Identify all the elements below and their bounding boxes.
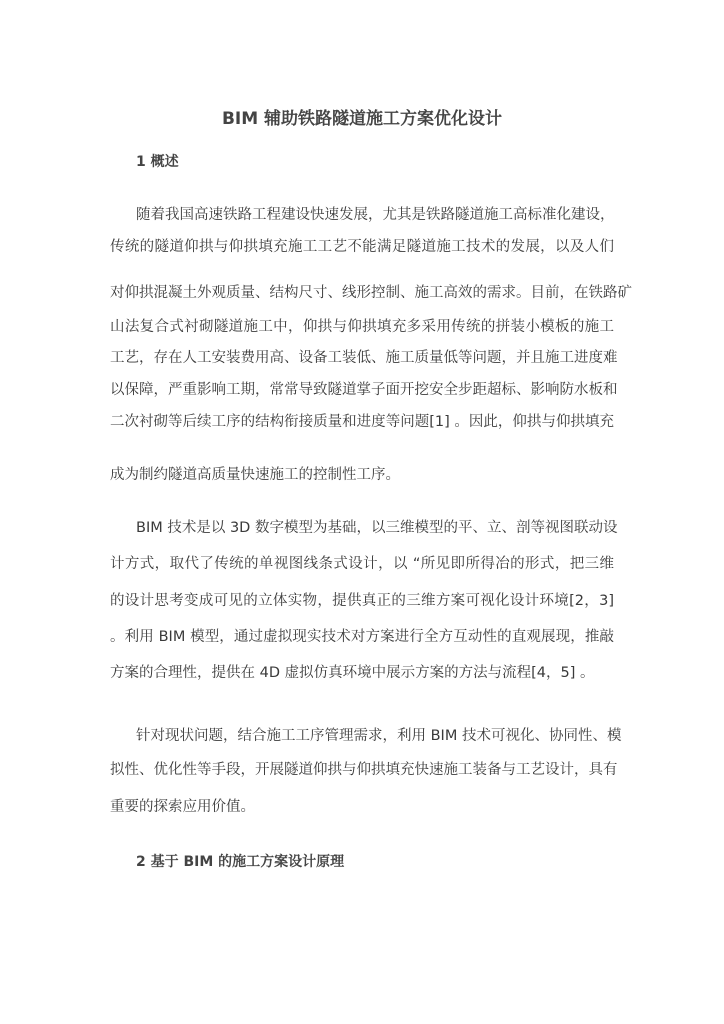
text-line: 。利用 BIM 模型，通过虚拟现实技术对方案进行全方互动性的直观展现，推敲	[110, 629, 614, 645]
text-line: 山法复合式衬砌隧道施工中，仰拱与仰拱填充多采用传统的拼装小模板的施工	[110, 319, 614, 335]
text-line: BIM 技术是以 3D 数字模型为基础，以三维模型的平、立、剖等视图联动设	[136, 520, 618, 536]
document-title: BIM 辅助铁路隧道施工方案优化设计	[221, 109, 503, 129]
text-line: 成为制约隧道高质量快速施工的控制性工序。	[110, 467, 400, 483]
text-line: 随着我国高速铁路工程建设快速发展，尤其是铁路隧道施工高标准化建设，	[136, 207, 615, 223]
text-line: 的设计思考变成可见的立体实物，提供真正的三维方案可视化设计环境[2，3]	[110, 593, 614, 609]
text-line: 拟性、优化性等手段，开展隧道仰拱与仰拱填充快速施工装备与工艺设计，具有	[110, 762, 618, 778]
text-line: 重要的探索应用价值。	[110, 799, 255, 815]
text-line: 二次衬砌等后续工序的结构衔接质量和进度等问题[1] 。因此，仰拱与仰拱填充	[110, 414, 614, 430]
section-heading-2: 2 基于 BIM 的施工方案设计原理	[136, 854, 345, 870]
section-heading-1: 1 概述	[136, 154, 179, 170]
text-line: 传统的隧道仰拱与仰拱填充施工工艺不能满足隧道施工技术的发展，以及人们	[110, 239, 614, 255]
text-line: 针对现状问题，结合施工工序管理需求，利用 BIM 技术可视化、协同性、模	[136, 728, 622, 744]
text-line: 对仰拱混凝土外观质量、结构尺寸、线形控制、施工高效的需求。目前，在铁路矿	[110, 285, 632, 301]
text-line: 以保障，严重影响工期，常常导致隧道掌子面开挖安全步距超标、影响防水板和	[110, 382, 618, 398]
text-line: 方案的合理性，提供在 4D 虚拟仿真环境中展示方案的方法与流程[4，5] 。	[110, 665, 595, 681]
text-line: 计方式，取代了传统的单视图线条式设计，以 “所见即所得冶的形式，把三维	[110, 556, 614, 572]
text-line: 工艺，存在人工安装费用高、设备工装低、施工质量低等问题，并且施工进度难	[110, 350, 618, 366]
